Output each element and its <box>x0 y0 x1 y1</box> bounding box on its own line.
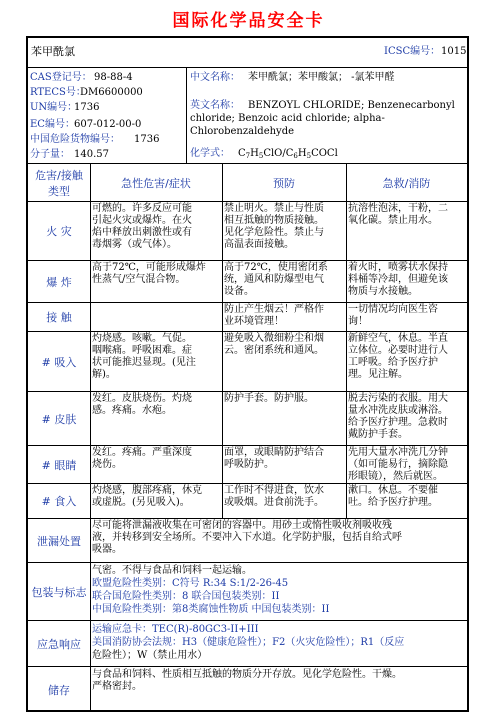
hazard-line: 业环境管理！ <box>224 316 284 327</box>
hazard-line: （如可能易行，摘除隐 <box>348 459 448 470</box>
name-row <box>28 38 467 67</box>
hazard-line: 避免吸入微细粉尘和烟 <box>224 333 324 344</box>
storage-text <box>90 667 467 712</box>
hazard-explosion-c4 <box>346 261 467 302</box>
cn-number-label: 中国危险货物编号： <box>30 134 120 145</box>
emergency-line: 运输应急卡：TEC(R)-80GC3-II+III <box>92 624 259 635</box>
en-name-3: Chlorobenzaldehyde <box>190 126 295 137</box>
emergency-label: 应急响应 <box>37 637 81 651</box>
emergency-text <box>90 621 467 666</box>
zh-name-label: 中文名称： <box>190 72 240 83</box>
hazard-line: 立体位。必要时进行人 <box>348 345 448 356</box>
emergency-line: 美国消防协会法规：H3（健康危险性）；F2（火灾危险性）；R1（反应 <box>92 637 405 648</box>
hazard-line: 脱去污染的衣服。用大 <box>348 393 448 404</box>
hazard-line: 理。见注解。 <box>348 369 408 380</box>
hazard-inhale-c4 <box>346 332 467 391</box>
hazard-contact-c3 <box>222 303 346 331</box>
hazard-row-ingest <box>28 483 467 518</box>
col-prevention: 预防 <box>273 176 295 190</box>
hazard-inhale-c3 <box>222 332 346 391</box>
spill-line: 液，并转移到安全场所。不要冲入下水道。化学防护服，包括自给式呼 <box>92 532 402 543</box>
hazard-line: 性蒸气/空气混合物。 <box>92 274 186 285</box>
hazard-line: 戴防护手套。 <box>348 429 408 440</box>
zh-name: 苯甲酰氯；苯甲酸氯； -氯苯甲醛 <box>248 72 395 83</box>
hazard-label: 爆 炸 <box>46 275 72 289</box>
hazard-line: 设备。 <box>224 286 254 297</box>
hazard-row-inhale <box>28 331 467 391</box>
hazard-line: 形眼镜），然后就医。 <box>348 471 443 482</box>
emergency-row <box>28 620 467 666</box>
hazard-line: 物质与水接触。 <box>348 286 418 297</box>
storage-row <box>28 666 467 712</box>
hazard-inhale-c2 <box>90 332 222 391</box>
hazard-ingest-c4 <box>346 484 467 518</box>
hazard-line: 先用大量水冲洗几分钟 <box>348 447 448 458</box>
hazard-label: 接 触 <box>46 311 72 324</box>
en-name-1: BENZOYL CHLORIDE; Benzenecarbonyl <box>248 100 455 111</box>
hazard-line: 咽喉痛。呼吸困难。症 <box>92 345 192 356</box>
pack-text <box>90 563 467 620</box>
hazard-line: 工呼吸。给予医疗护 <box>348 357 438 368</box>
pack-label: 包装与标志 <box>31 585 87 599</box>
pack-row <box>28 562 467 620</box>
storage-label: 储存 <box>48 683 70 697</box>
hazard-ingest-c3 <box>222 484 346 518</box>
chemical-name: 苯甲酰氯 <box>31 45 75 58</box>
icsc-label: ICSC编号： <box>384 46 441 57</box>
hazard-skin-c2 <box>90 392 222 445</box>
col-firstaid: 急救/消防 <box>382 176 431 190</box>
hazard-line: 给予医疗护理。急救时 <box>348 417 448 428</box>
hazard-skin-c4 <box>346 392 467 445</box>
spill-row <box>28 518 467 562</box>
hazard-label: # 皮肤 <box>41 412 77 426</box>
hazard-contact-c2 <box>90 303 222 331</box>
hazard-label: # 眼睛 <box>41 458 77 472</box>
hazard-line: 感。疼痛。水疱。 <box>92 405 172 416</box>
storage-line: 与食品和饲料、性质相互抵触的物质分开存放。见化学危险性。干燥。 <box>92 669 402 680</box>
ec-label: EC编号： <box>30 119 75 130</box>
cas-value: 98-88-4 <box>94 72 133 83</box>
pack-line: 欧盟危险性类别：C符号 R:34 S:1/2-26-45 <box>92 578 289 589</box>
hazard-line: 或吸烟。进食前洗手。 <box>224 497 324 508</box>
hazard-fire-c4 <box>346 202 467 260</box>
hazard-row-fire <box>28 201 467 260</box>
hazard-line: 呼吸防护。 <box>224 459 274 470</box>
col-type-2: 类型 <box>48 184 70 198</box>
hazard-row-skin <box>28 391 467 445</box>
hazard-line: 防护手套。防护服。 <box>224 393 314 404</box>
spill-line: 尽可能将泄漏液收集在可密闭的容器中。用砂土或惰性吸收剂吸收残 <box>92 520 392 531</box>
storage-line: 严格密封。 <box>92 681 142 692</box>
cn-number-value: 1736 <box>134 134 160 145</box>
hazard-line: 统，通风和防爆型电气 <box>224 274 324 285</box>
hazard-line: 着火时，喷雾状水保持 <box>348 262 448 273</box>
hazard-row-eyes <box>28 445 467 483</box>
table-header <box>28 163 467 201</box>
mw-label: 分子量： <box>30 149 70 160</box>
formula: $C_7H_5ClO/C_6H_5COCl$ <box>238 148 338 160</box>
hazard-contact-c4 <box>346 303 467 331</box>
hazard-line: 高于72℃，可能形成爆炸 <box>92 262 206 273</box>
hazard-label: # 吸入 <box>41 355 77 369</box>
pack-line: 气密。不得与食品和饲料一起运输。 <box>92 565 252 576</box>
hazard-line: 焰中释放出刺激性或有 <box>92 227 192 238</box>
cas-label: CAS登记号： <box>30 72 92 83</box>
hazard-line: 防止产生烟云！严格作 <box>224 304 324 315</box>
hazard-line: 灼烧感，腹部疼痛，休克 <box>92 485 202 496</box>
hazard-line: 一切情况均向医生咨 <box>348 304 438 315</box>
hazard-line: 抗溶性泡沫，干粉，二 <box>348 203 448 214</box>
formula-label: 化学式： <box>190 148 230 159</box>
hazard-line: 工作时不得进食，饮水 <box>224 485 324 496</box>
rtecs-value: DM6600000 <box>80 87 143 98</box>
hazard-eyes-c3 <box>222 446 346 483</box>
hazard-eyes-c2 <box>90 446 222 483</box>
hazard-line: 毒烟雾（或气体）。 <box>92 239 177 250</box>
hazard-fire-c2 <box>90 202 222 260</box>
hazard-ingest-c2 <box>90 484 222 518</box>
un-label: UN编号： <box>30 102 78 113</box>
en-name-2: chloride; Benzoic acid chloride; alpha- <box>190 113 385 124</box>
hazard-line: 禁止明火。禁止与性质 <box>224 203 324 214</box>
hazard-line: 发红。皮肤烧伤。灼烧 <box>92 393 192 404</box>
pack-line: 中国危险性类别：第8类腐蚀性物质 中国包装类别：II <box>92 604 330 615</box>
en-name-label: 英文名称： <box>190 100 240 111</box>
hazard-line: 高温表面接触。 <box>224 239 294 250</box>
hazard-eyes-c4 <box>346 446 467 483</box>
hazard-line: 见化学危险性。禁止与 <box>224 227 324 238</box>
hazard-line: 量水冲洗皮肤或淋浴。 <box>348 405 448 416</box>
hazard-line: 云。密闭系统和通风。 <box>224 345 324 356</box>
col-type <box>28 164 90 201</box>
hazard-line: 料桶等冷却，但避免该 <box>348 274 448 285</box>
spill-line: 吸器。 <box>92 544 122 555</box>
hazard-line: 漱口。休息。不要催 <box>348 485 438 496</box>
hazard-line: 相互抵触的物质接触。 <box>224 215 324 226</box>
hazard-line: 状可能推迟显现。(见注 <box>92 357 196 368</box>
hazard-line: 可燃的。许多反应可能 <box>92 203 192 214</box>
hazard-line: 烧伤。 <box>92 459 122 470</box>
hazard-line: 解)。 <box>92 369 116 380</box>
col-symptoms: 急性危害/症状 <box>121 176 191 190</box>
hazard-row-explosion <box>28 260 467 302</box>
hazard-line: 灼烧感。咳嗽。气促。 <box>92 333 192 344</box>
hazard-line: 吐。给予医疗护理。 <box>348 497 438 508</box>
hazard-skin-c3 <box>222 392 346 445</box>
hazard-row-contact <box>28 302 467 331</box>
hazard-explosion-c3 <box>222 261 346 302</box>
pack-line: 联合国危险性类别：8 联合国包装类别：II <box>92 591 280 602</box>
mw-value: 140.57 <box>74 149 109 160</box>
ec-value: 607-012-00-0 <box>74 119 142 130</box>
col-type-1: 危害/接触 <box>35 168 83 182</box>
hazard-label: # 食入 <box>41 495 77 508</box>
hazard-line: 或虚脱。(另见吸入)。 <box>92 497 190 508</box>
card-title: 国际化学品安全卡 <box>172 11 325 31</box>
hazard-line: 发红。疼痛。严重深度 <box>92 447 192 458</box>
hazard-line: 高于72℃，使用密闭系 <box>224 262 328 273</box>
hazard-line: 询！ <box>348 316 368 327</box>
hazard-line: 引起火灾或爆炸。在火 <box>92 215 192 226</box>
hazard-line: 氧化碳。禁止用水。 <box>348 215 438 226</box>
safety-card <box>26 36 469 712</box>
emergency-line: 危险性）；W（禁止用水） <box>92 650 208 661</box>
rtecs-label: RTECS号： <box>30 87 86 98</box>
identifiers-row <box>28 67 467 163</box>
spill-text <box>90 519 467 562</box>
spill-label: 泄漏处置 <box>37 534 81 548</box>
hazard-fire-c3 <box>222 202 346 260</box>
hazard-line: 新鲜空气，休息。半直 <box>348 333 448 344</box>
hazard-line: 面罩，或眼睛防护结合 <box>224 447 324 458</box>
hazard-label: 火 灾 <box>46 225 72 238</box>
hazard-explosion-c2 <box>90 261 222 302</box>
un-value: 1736 <box>74 102 100 113</box>
icsc-value: 1015 <box>441 46 467 57</box>
